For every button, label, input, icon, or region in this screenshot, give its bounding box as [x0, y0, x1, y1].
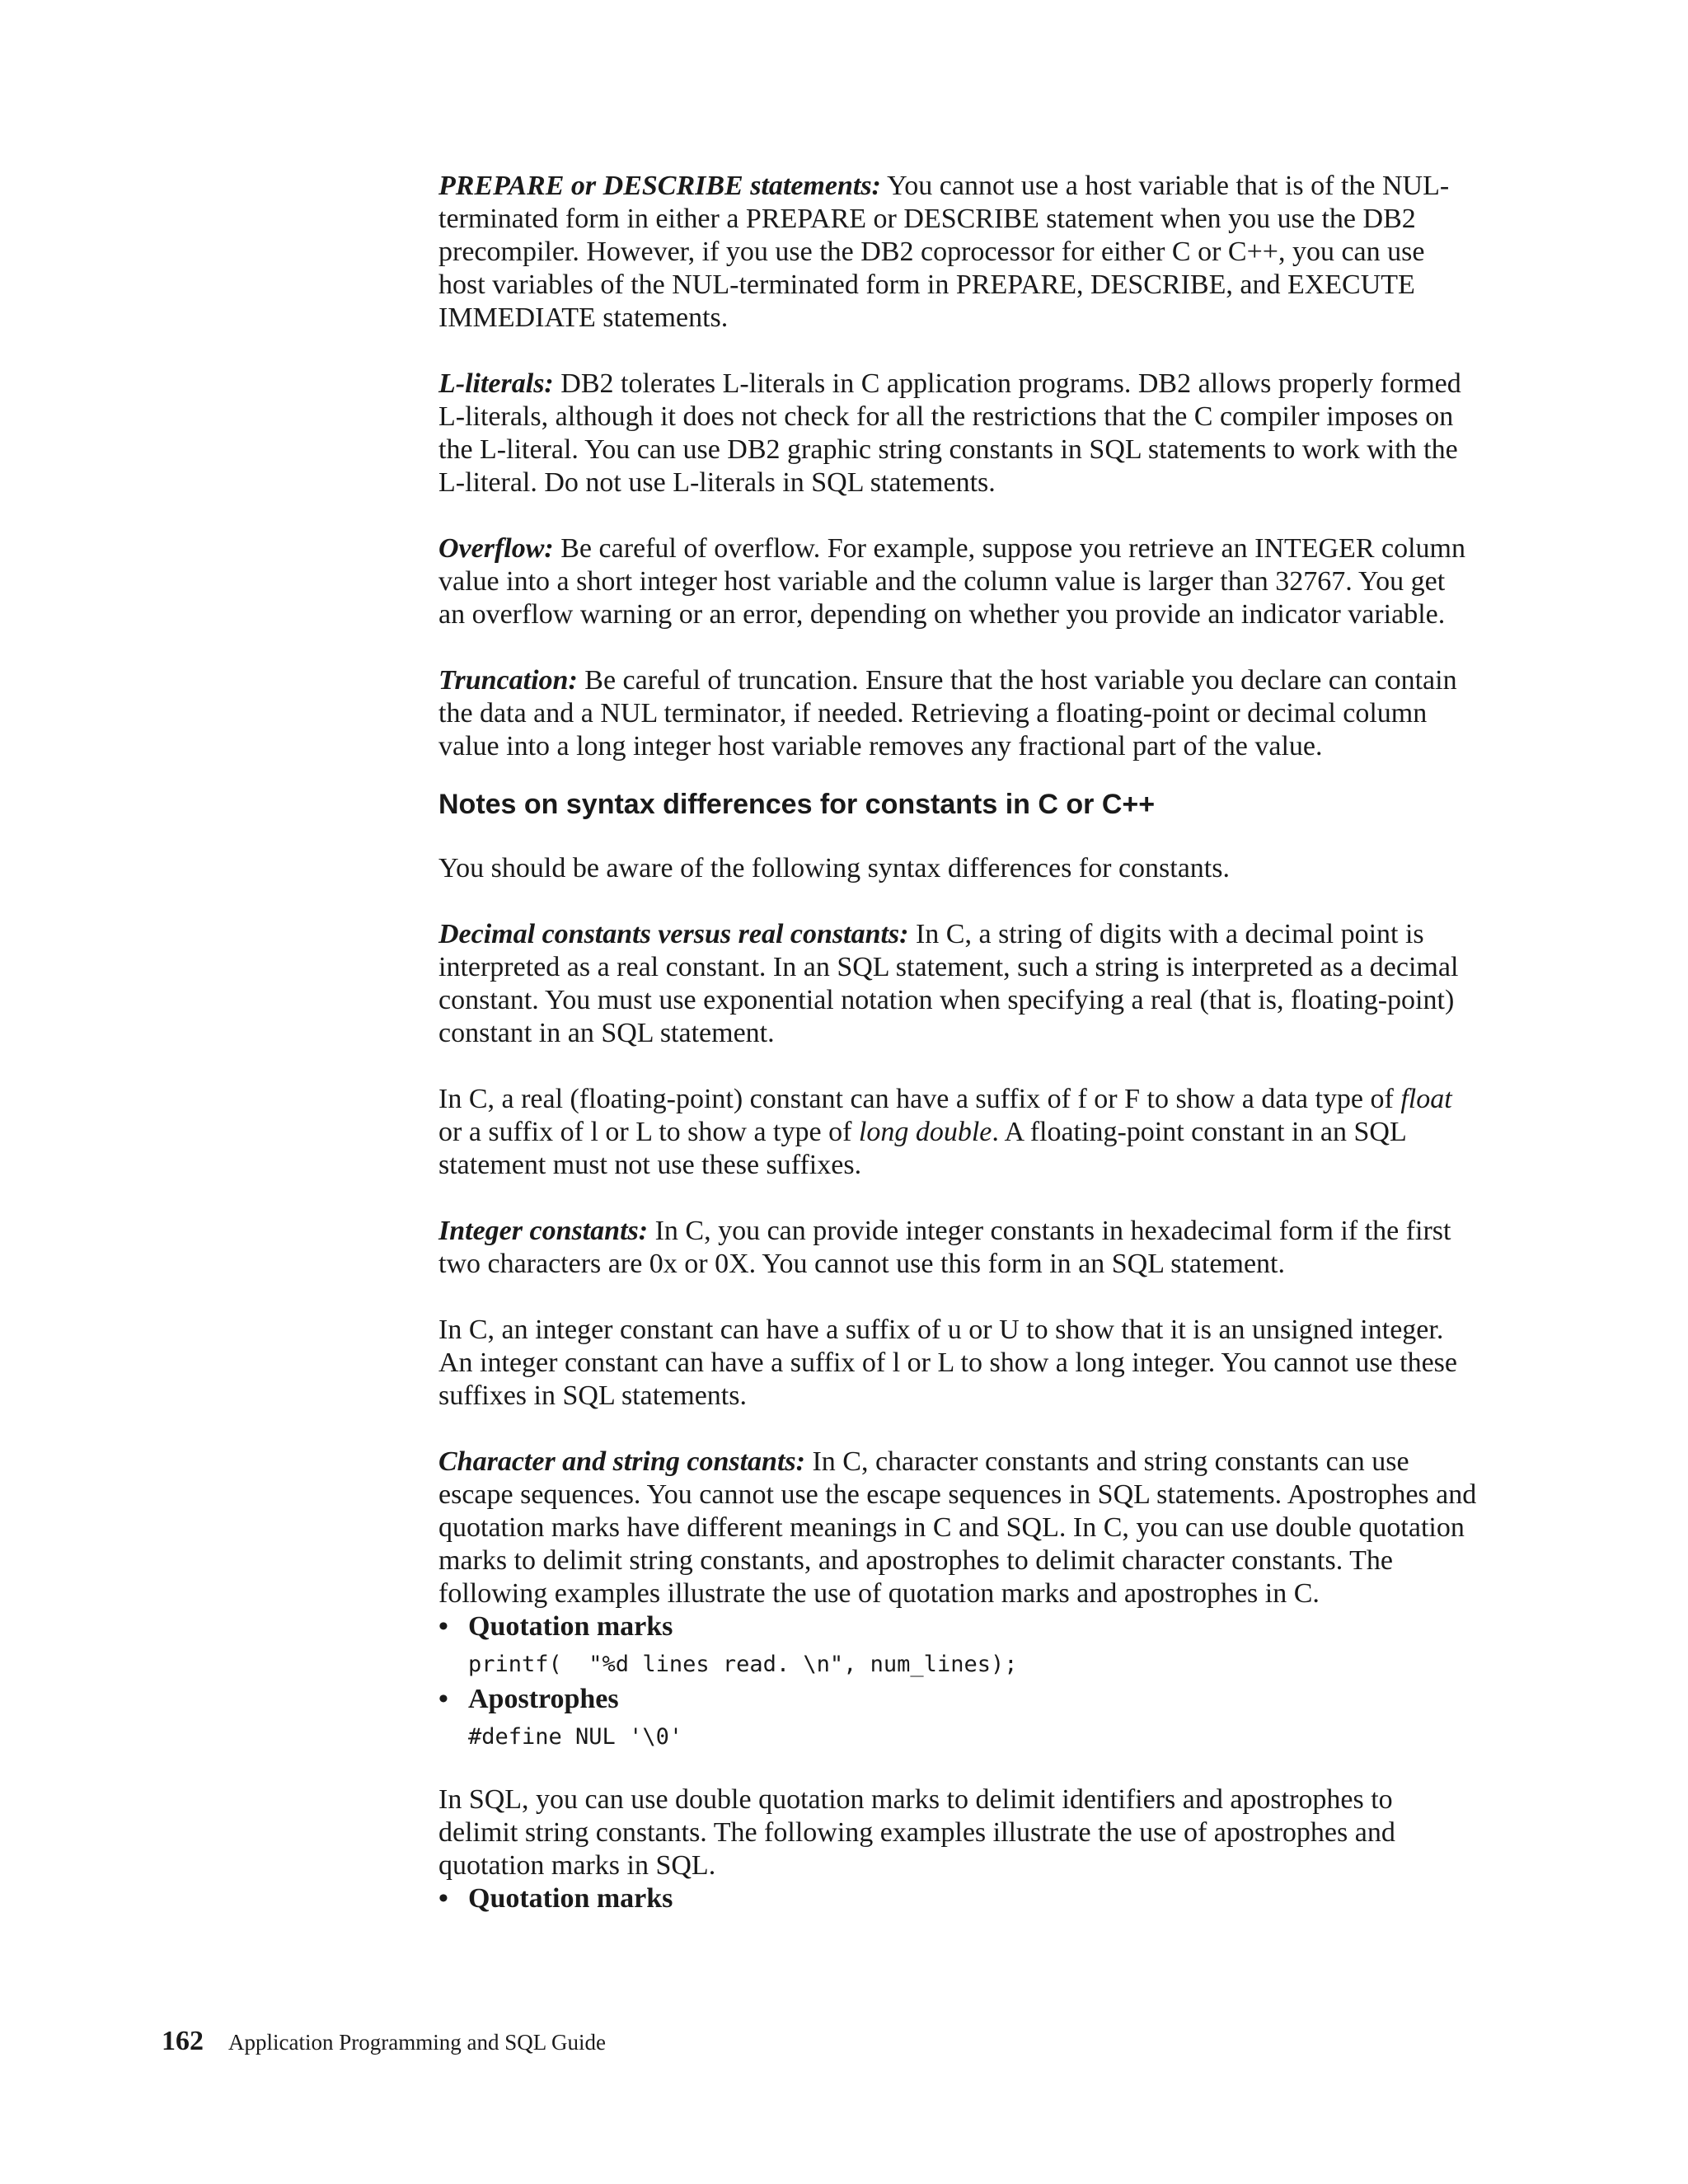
l-literals-paragraph — [438, 368, 1477, 499]
paragraph-lead: Overflow: — [438, 533, 554, 564]
decimal-constants-paragraph — [438, 918, 1477, 1050]
prepare-describe-paragraph — [438, 170, 1477, 335]
book-title: Application Programming and SQL Guide — [228, 2030, 606, 2055]
list-item — [438, 1610, 1477, 1678]
overflow-paragraph — [438, 532, 1477, 631]
paragraph-text: DB2 tolerates L-literals in C application programs. DB2 allows properly formed L-literals, although it does not check for all the restrictions that the C compiler imposes on the L-literal. You can use DB2 graphic string constants in SQL statements to work with the L-literal. Do not use L-literals in SQL statements. — [438, 368, 1461, 498]
paragraph-lead: Integer constants: — [438, 1216, 649, 1246]
character-constants-paragraph — [438, 1446, 1477, 1610]
paragraph-text: or a suffix of l or L to show a type of — [438, 1117, 859, 1147]
paragraph-text: In C, you can provide integer constants in hexadecimal form if the first two characters are 0x or 0X. You cannot use this form in an SQL statement. — [438, 1216, 1451, 1279]
integer-constants-paragraph — [438, 1215, 1477, 1281]
page-number: 162 — [162, 2026, 204, 2056]
bullet-icon: • — [438, 1611, 448, 1642]
paragraph-lead: Truncation: — [438, 665, 578, 696]
sql-intro-paragraph: In SQL, you can use double quotation marks to delimit identifiers and apostrophes to delimit string constants. The following examples illustrate the use of apostrophes and quotation marks in SQL. — [438, 1784, 1395, 1881]
float-term: float — [1400, 1084, 1452, 1114]
sql-examples-list — [438, 1882, 1477, 1915]
paragraph-lead: Decimal constants versus real constants: — [438, 919, 909, 949]
paragraph-lead: L-literals: — [438, 368, 554, 399]
paragraph-lead: Character and string constants: — [438, 1446, 805, 1477]
bullet-label: Quotation marks — [468, 1883, 673, 1914]
list-item — [438, 1683, 1477, 1750]
paragraph-text: . A floating-point constant in an SQL statement must not use these suffixes. — [438, 1117, 1406, 1180]
bullet-label: Apostrophes — [468, 1684, 619, 1714]
paragraph-text: Be careful of truncation. Ensure that the host variable you declare can contain the data and a NUL terminator, if needed. Retrieving a floating-point or decimal column value into a long integer host variable removes any fractional part of the value. — [438, 665, 1457, 762]
truncation-paragraph — [438, 664, 1477, 763]
paragraph-text: In C, a real (floating-point) constant can have a suffix of f or F to show a data type of — [438, 1084, 1401, 1114]
bullet-icon: • — [438, 1883, 448, 1914]
section-heading: Notes on syntax differences for constants in C or C++ — [438, 789, 1156, 820]
integer-suffix-paragraph: In C, an integer constant can have a suffix of u or U to show that it is an unsigned integer. An integer constant can have a suffix of l or L to show a long integer. You cannot use these suffixes in SQL statements. — [438, 1315, 1458, 1411]
long-double-term: long double — [858, 1117, 992, 1147]
section-intro: You should be aware of the following syntax differences for constants. — [438, 853, 1230, 883]
paragraph-text: You cannot use a host variable that is of the NUL-terminated form in either a PREPARE or DESCRIBE statement when you use the DB2 precompiler. However, if you use the DB2 coprocessor for either C or C++, you can use host variables of the NUL-terminated form in PREPARE, DESCRIBE, and EXECUTE IMMEDIATE statements. — [438, 171, 1450, 333]
page-content — [438, 170, 1477, 1915]
c-examples-list — [438, 1610, 1477, 1750]
paragraph-text: In C, a string of digits with a decimal point is interpreted as a real constant. In an SQL statement, such a string is interpreted as a decimal constant. You must use exponential notation when specifying a real (that is, floating-point) constant in an SQL statement. — [438, 919, 1459, 1048]
bullet-label: Quotation marks — [468, 1611, 673, 1642]
code-example: #define NUL '\0' — [468, 1724, 683, 1750]
bullet-icon: • — [438, 1684, 448, 1714]
page-footer — [162, 2026, 606, 2062]
code-example: printf( "%d lines read. \n", num_lines); — [468, 1652, 1018, 1677]
paragraph-lead: PREPARE or DESCRIBE statements: — [438, 171, 881, 201]
real-suffix-paragraph — [438, 1083, 1477, 1182]
paragraph-text: Be careful of overflow. For example, suppose you retrieve an INTEGER column value into a short integer host variable and the column value is larger than 32767. You get an overflow warning or an error, depending on whether you provide an indicator variable. — [438, 533, 1465, 630]
list-item — [438, 1882, 1477, 1915]
paragraph-text: In C, character constants and string constants can use escape sequences. You cannot use the escape sequences in SQL statements. Apostrophes and quotation marks have different meanings in C and SQL. In C, you can use double quotation marks to delimit string constants, and apostrophes to delimit character constants. The following examples illustrate the use of quotation marks and apostrophes in C. — [438, 1446, 1477, 1609]
